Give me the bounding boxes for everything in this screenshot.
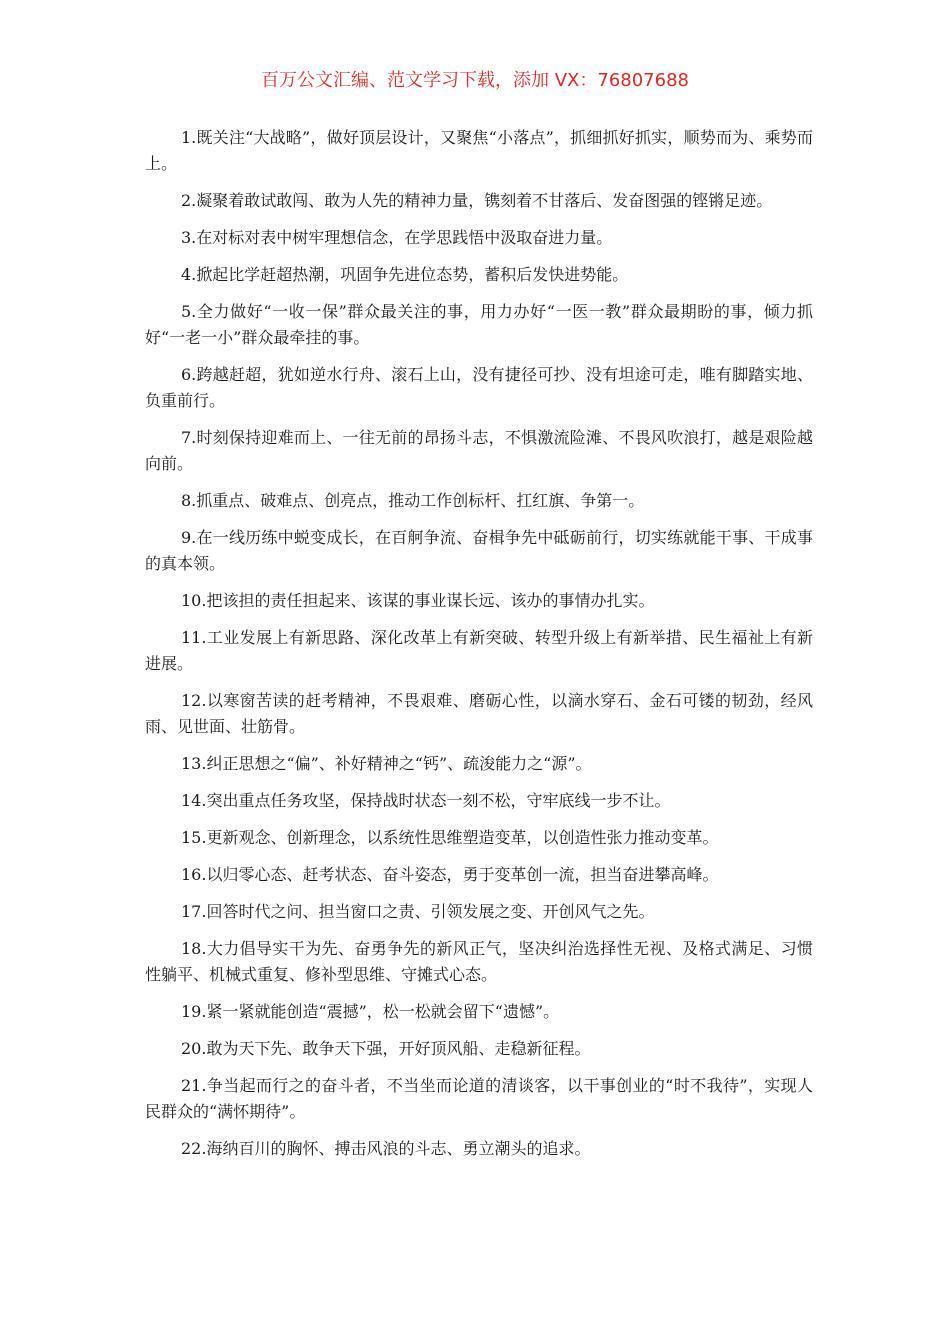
list-item: 18.大力倡导实干为先、奋勇争先的新风正气，坚决纠治选择性无视、及格式满足、习惯性躺平、机械式重复、修补型思维、守摊式心态。 <box>145 939 813 984</box>
list-item: 21.争当起而行之的奋斗者，不当坐而论道的清谈客，以干事创业的“时不我待”，实现人民群众的“满怀期待”。 <box>145 1076 813 1121</box>
list-item: 15.更新观念、创新理念，以系统性思维塑造变革，以创造性张力推动变革。 <box>181 828 719 847</box>
list-item: 17.回答时代之问、担当窗口之责、引领发展之变、开创风气之先。 <box>181 902 655 921</box>
list-item: 14.突出重点任务攻坚，保持战时状态一刻不松，守牢底线一步不让。 <box>181 791 671 810</box>
list-item: 11.工业发展上有新思路、深化改革上有新突破、转型升级上有新举措、民生福祉上有新进展。 <box>145 628 813 673</box>
list-item: 9.在一线历练中蜕变成长，在百舸争流、奋楫争先中砥砺前行，切实练就能干事、干成事的真本领。 <box>145 528 813 573</box>
list-item: 22.海纳百川的胸怀、搏击风浪的斗志、勇立潮头的追求。 <box>181 1139 591 1158</box>
list-item: 8.抓重点、破难点、创亮点，推动工作创标杆、扛红旗、争第一。 <box>181 491 645 510</box>
list-item: 19.紧一紧就能创造“震撼”，松一松就会留下“遗憾”。 <box>181 1002 560 1021</box>
list-item: 20.敢为天下先、敢争天下强，开好顶风船、走稳新征程。 <box>181 1039 591 1058</box>
list-item: 16.以归零心态、赶考状态、奋斗姿态，勇于变革创一流，担当奋进攀高峰。 <box>181 865 719 884</box>
list-item: 1.既关注“大战略”，做好顶层设计，又聚焦“小落点”，抓细抓好抓实，顺势而为、乘势而上。 <box>145 128 813 173</box>
list-item: 10.把该担的责任担起来、该谋的事业谋长远、该办的事情办扎实。 <box>181 591 655 610</box>
list-item: 3.在对标对表中树牢理想信念，在学思践悟中汲取奋进力量。 <box>181 228 613 247</box>
list-item: 6.跨越赶超，犹如逆水行舟、滚石上山，没有捷径可抄、没有坦途可走，唯有脚踏实地、负重前行。 <box>145 365 813 410</box>
document-body <box>145 125 813 1173</box>
list-item: 7.时刻保持迎难而上、一往无前的昂扬斗志，不惧激流险滩、不畏风吹浪打，越是艰险越向前。 <box>145 428 813 473</box>
header-banner: 百万公文汇编、范文学习下载，添加 VX：76807688 <box>261 70 689 91</box>
list-item: 2.凝聚着敢试敢闯、敢为人先的精神力量，镌刻着不甘落后、发奋图强的铿锵足迹。 <box>181 191 773 210</box>
list-item: 5.全力做好“一收一保”群众最关注的事，用力办好“一医一教”群众最期盼的事，倾力抓好“一老一小”群众最牵挂的事。 <box>145 302 813 347</box>
list-item: 12.以寒窗苦读的赶考精神，不畏艰难、磨砺心性，以滴水穿石、金石可镂的韧劲，经风雨、见世面、壮筋骨。 <box>145 691 813 736</box>
list-item: 13.纠正思想之“偏”、补好精神之“钙”、疏浚能力之“源”。 <box>181 754 592 773</box>
list-item: 4.掀起比学赶超热潮，巩固争先进位态势，蓄积后发快进势能。 <box>181 265 629 284</box>
